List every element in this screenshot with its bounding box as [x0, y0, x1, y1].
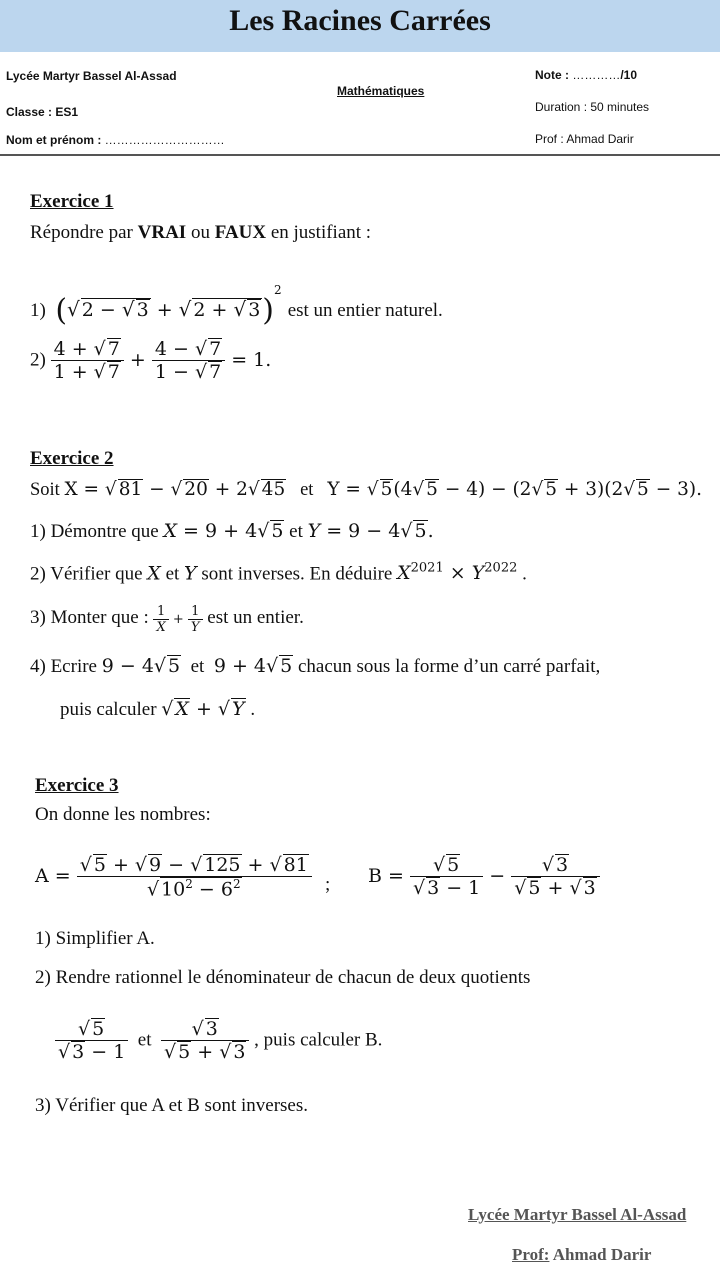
- exercise-3-question-3: 3) Vérifier que A et B sont inverses.: [35, 1095, 308, 1116]
- header-name: Nom et prénom : …………………………: [6, 133, 225, 147]
- exercise-3-intro: On donne les nombres:: [35, 804, 211, 825]
- header-note: Note : …………/10: [535, 68, 638, 82]
- exercise-2-question-4: 4) Ecrire 9 − 4√ 5 et 9 + 4√ 5 chacun sous la forme d’un carré parfait,: [30, 655, 601, 677]
- exercise-2-question-4-continued: puis calculer √ X + √ Y .: [60, 698, 256, 720]
- separator: ;: [325, 874, 331, 895]
- exercise-2-definition: Soit X = √ 81 − √ 20 + 2√ 45 et Y = √ 5(4√ 5 − 4) − (2√ 5 + 3)(2√ 5 − 3).: [30, 479, 702, 500]
- exercise-3-title: Exercice 3: [35, 775, 119, 796]
- header-classe: Classe : ES1: [6, 105, 79, 119]
- exercise-1-title: Exercice 1: [30, 191, 114, 212]
- exercise-3-question-1: 1) Simplifier A.: [35, 928, 155, 949]
- header-duration: Duration : 50 minutes: [535, 100, 650, 114]
- exercise-2-question-2: 2) Vérifier que X et Y sont inverses. En déduire $X^{2021} \times Y^{2022}$ .: [30, 561, 527, 585]
- exercise-2-title: Exercice 2: [30, 448, 114, 469]
- exercise-3-definition-b: B = $\frac{√ 5}{√ 3 - 1}$ − $\frac{√ 3}{√ 5 + √ 3}$: [368, 854, 600, 899]
- header-prof: Prof : Ahmad Darir: [535, 132, 634, 146]
- exercise-1-question-2: 2) $\frac{4 + √ 7}{1 + √ 7}$ + $\frac{4 - √ 7}{1 - √ 7}$ = 1.: [30, 338, 272, 383]
- page-title: Les Racines Carrées: [229, 4, 491, 37]
- exercise-3-question-2: 2) Rendre rationnel le dénominateur de chacun de deux quotients: [35, 967, 531, 988]
- exercise-1-intro: Répondre par VRAI ou FAUX en justifiant :: [30, 222, 372, 243]
- footer-prof: Prof: Ahmad Darir: [512, 1245, 652, 1264]
- exercise-3-question-2-fractions: $\frac{√ 5}{√ 3 - 1}$ et $\frac{√ 3}{√ 5 + √ 3}$ , puis calculer B.: [55, 1018, 382, 1063]
- header-divider: [0, 154, 720, 156]
- header-subject: Mathématiques: [337, 84, 425, 98]
- header-school: Lycée Martyr Bassel Al-Assad: [6, 69, 177, 83]
- exercise-3-definition-a: A = $\frac{√ 5 + √ 9 - √ 125 + √ 81}{√ 10^2 - 6^2}$: [35, 854, 312, 900]
- exercise-1-question-1: 1) (√ 2 − √ 3 + √ 2 + √ 3)$^2$ est un entier naturel.: [30, 283, 443, 328]
- footer-school: Lycée Martyr Bassel Al-Assad: [468, 1205, 687, 1224]
- exercise-2-question-1: 1) Démontre que X = 9 + 4√ 5 et Y = 9 − 4√ 5.: [30, 520, 434, 542]
- exercise-2-question-3: 3) Monter que : $\frac{1}{X}$ + $\frac{1}{Y}$ est un entier.: [30, 604, 304, 635]
